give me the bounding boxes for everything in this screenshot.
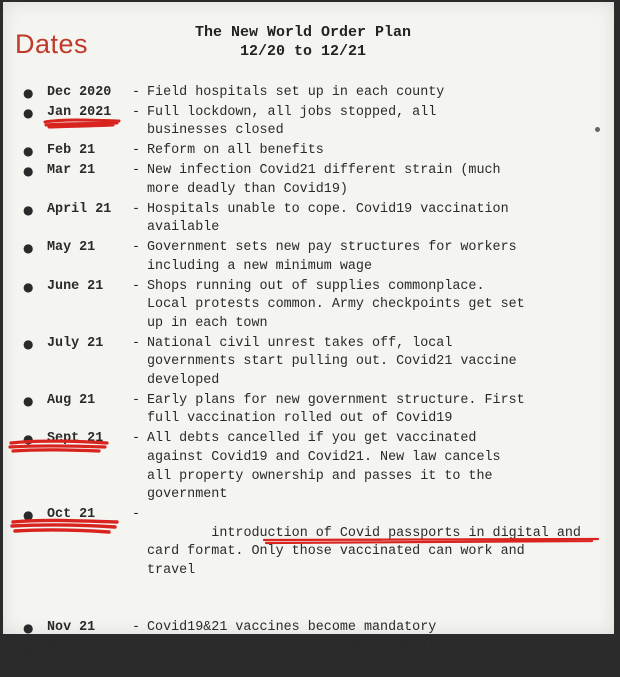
entry-text: Full lockdown, all jobs stopped, all businesses closed: [147, 104, 437, 139]
entry-text: All debts cancelled if you get vaccinated against Covid19 and Covid21. New law cancels all property ownership and passes it to the government: [147, 431, 501, 503]
entry-date: April 21: [47, 201, 112, 217]
entry-dash: -: [132, 104, 141, 120]
entry-date-label: Oct 21: [47, 507, 96, 523]
entry-date: [47, 506, 132, 618]
entry-dash: -: [132, 201, 141, 217]
entry-date: May 21: [47, 240, 96, 256]
timeline-entry-sept-21: [3, 430, 614, 504]
entry-dash: -: [132, 143, 141, 159]
entry-date: Nov 21: [47, 619, 96, 635]
entry-date: Feb 21: [47, 143, 96, 159]
entry-date: July 21: [47, 335, 104, 351]
entry-dash: -: [132, 335, 141, 351]
bullet-icon: ●: [23, 336, 34, 351]
entry-date: Dec 21: [47, 639, 96, 655]
entry-date-label: Sept 21: [47, 431, 104, 447]
bullet-icon: ●: [23, 241, 34, 256]
bullet-icon: ●: [23, 86, 34, 100]
dates-section-label: Dates: [15, 29, 89, 59]
timeline-entry-july-21: [3, 335, 614, 391]
timeline-entry-mar-21: [3, 162, 614, 199]
entry-dash: -: [132, 639, 141, 655]
entry-dash: -: [132, 85, 141, 100]
entry-text: Government sets new pay structures for workers including a new minimum wage: [147, 240, 517, 274]
entry-text: Early plans for new government structure. First full vaccination rolled out of Covid19: [147, 392, 525, 427]
entry-dash: -: [132, 619, 141, 635]
entry-date: Mar 21: [47, 163, 96, 179]
entry-dash: -: [132, 507, 141, 523]
timeline-entry-may-21: [3, 239, 614, 276]
entry-dash: -: [132, 431, 141, 447]
timeline-entry-aug-21: [3, 392, 614, 429]
entry-date: [47, 104, 132, 141]
bullet-icon: ●: [23, 105, 34, 120]
bullet-icon: ●: [23, 164, 34, 179]
entry-text: National civil unrest takes off, local governments start pulling out. Covid21 vaccine developed: [147, 335, 517, 388]
entry-text: Covid passports change name to Health passports and become accepted as the normal way of life.: [147, 639, 525, 674]
entry-date: June 21: [47, 278, 104, 294]
title-line-1: The New World Order Plan: [194, 24, 412, 41]
timeline-entry-dec-2020: [3, 84, 614, 103]
entry-date: Aug 21: [47, 392, 96, 408]
entry-text: Shops running out of supplies commonplace. Local protests common. Army checkpoints get set up in each town: [147, 278, 525, 331]
title-line-2: 12/20 to 12/21: [239, 43, 367, 60]
timeline-entry-april-21: [3, 201, 614, 238]
bullet-icon: ●: [23, 640, 34, 655]
entry-text: Covid19&21 vaccines become mandatory: [147, 619, 437, 635]
entry-text: New infection Covid21 different strain (much more deadly than Covid19): [147, 163, 501, 197]
bullet-icon: ●: [23, 508, 34, 523]
entry-dash: -: [132, 240, 141, 256]
entry-text-content: introduction of Covid passports in digital and card format. Only those vaccinated can work and travel: [147, 525, 581, 578]
bullet-icon: ●: [23, 393, 34, 408]
timeline-entry-june-21: [3, 278, 614, 334]
entry-text: Reform on all benefits: [147, 143, 324, 159]
timeline-entry-jan-2021: [3, 104, 614, 141]
entry-dash: -: [132, 278, 141, 294]
timeline-list: [3, 84, 614, 677]
timeline-entry-dec-21: [3, 639, 614, 676]
entry-date-label: Jan 2021: [47, 104, 112, 120]
entry-date: [47, 430, 132, 504]
entry-dash: -: [132, 163, 141, 179]
bullet-icon: ●: [23, 432, 34, 447]
bullet-icon: ●: [23, 202, 34, 217]
document-page: [3, 2, 614, 674]
timeline-entry-feb-21: [3, 142, 614, 161]
entry-text: [147, 506, 602, 618]
timeline-entry-nov-21: [3, 619, 614, 638]
entry-date: Dec 2020: [47, 85, 112, 100]
timeline-entry-oct-21: [3, 506, 614, 618]
bullet-icon: ●: [23, 144, 34, 159]
entry-text: Field hospitals set up in each county: [147, 85, 445, 100]
bullet-icon: ●: [23, 279, 34, 294]
entry-text: Hospitals unable to cope. Covid19 vaccination available: [147, 201, 509, 236]
document-title: [153, 23, 453, 61]
entry-dash: -: [132, 392, 141, 408]
bullet-icon: ●: [23, 620, 34, 635]
